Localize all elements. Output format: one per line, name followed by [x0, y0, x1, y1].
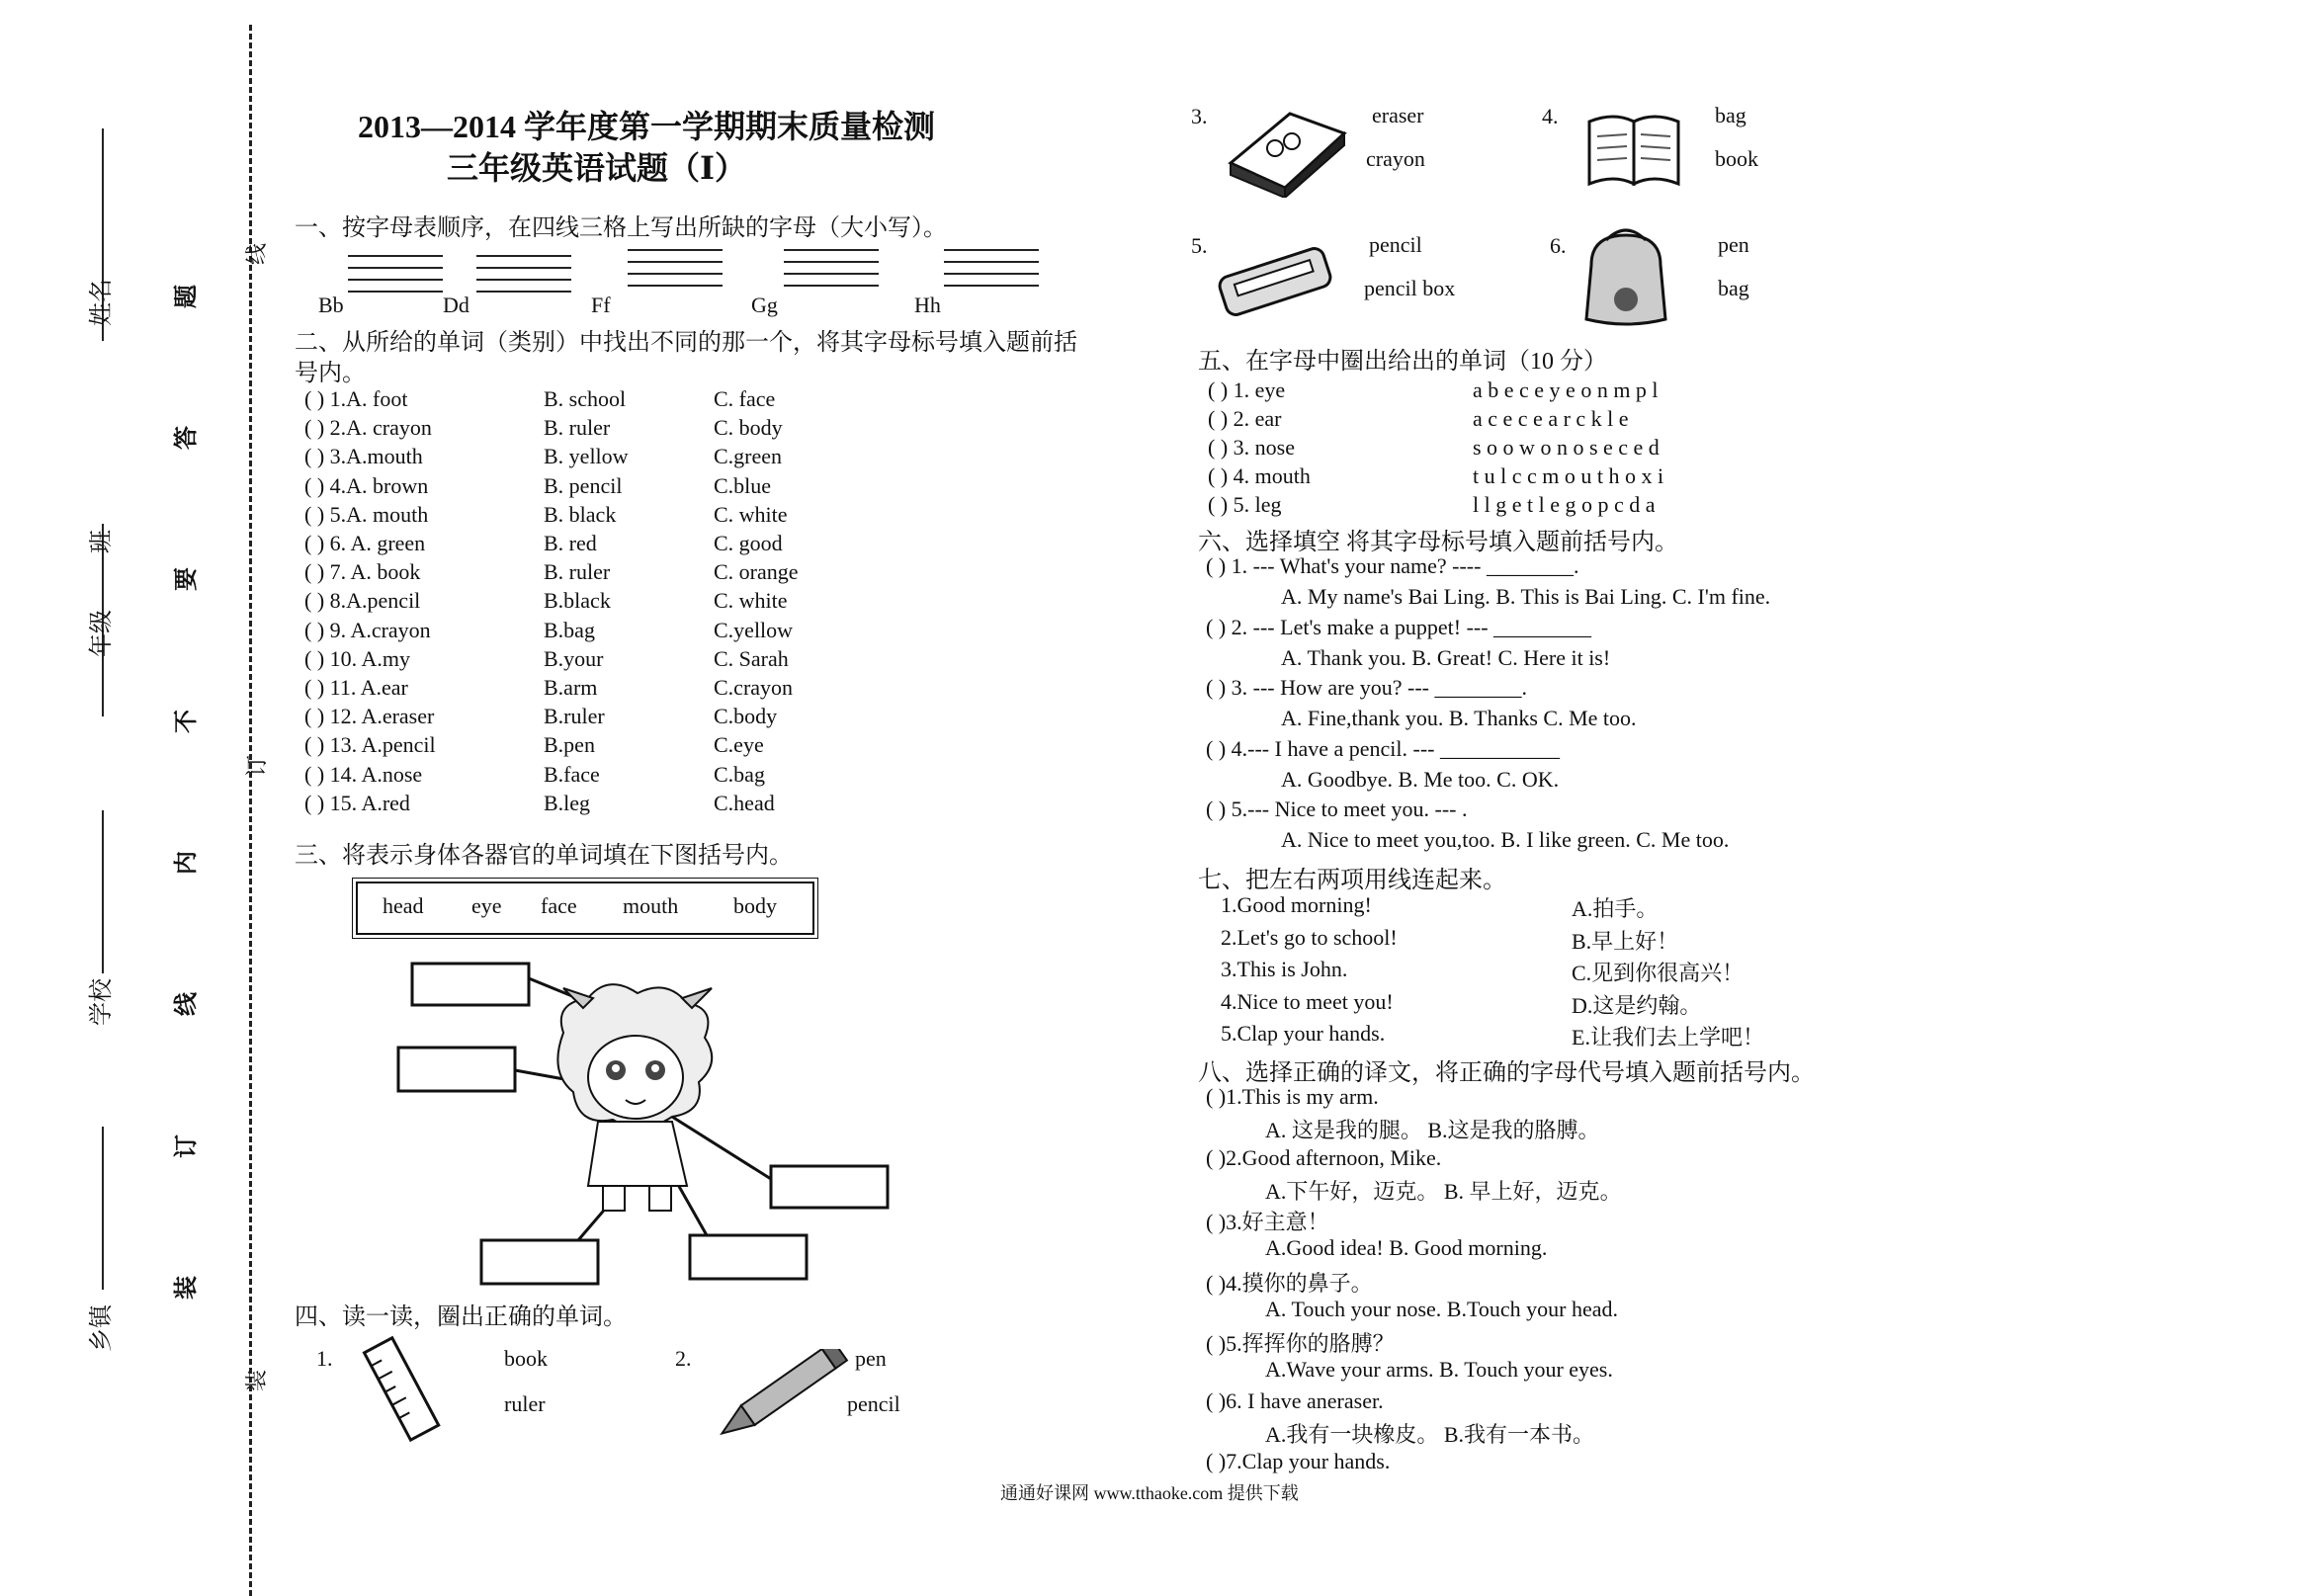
question-option-a: ( ) 1.A. foot [304, 386, 408, 411]
question-option-c: C. good [714, 531, 783, 555]
match-right-item[interactable]: A.拍手。 [1572, 896, 1659, 921]
word-bank-item: mouth [623, 893, 679, 918]
question-option-c: C.crayon [714, 675, 794, 700]
word-choice[interactable]: pencil box [1364, 276, 1456, 300]
dialogue-question: ( ) 1. --- What's your name? ---- ________. [1206, 553, 1579, 578]
item-number: 2. [675, 1346, 692, 1371]
question-option-a: ( ) 7. A. book [304, 559, 421, 585]
item-number: 4. [1542, 104, 1559, 128]
cut-label: 装 [244, 1369, 269, 1391]
translation-question: ( )3.好主意！ [1206, 1210, 1329, 1234]
question-option-c: C.yellow [714, 617, 794, 642]
pencil-icon [702, 1349, 860, 1438]
word-search-question: ( ) 5. leg [1208, 492, 1282, 517]
translation-question: ( )6. I have aneraser. [1206, 1387, 1384, 1413]
dialogue-question: ( ) 3. --- How are you? --- ________. [1206, 675, 1528, 700]
word-choice[interactable]: pencil [1369, 232, 1422, 257]
word-bank-item: face [541, 893, 577, 918]
question-option-b: B. yellow [544, 444, 629, 469]
question-option-c: C. body [714, 415, 783, 441]
match-left-item[interactable]: 1.Good morning! [1221, 892, 1372, 917]
exam-subtitle: 三年级英语试题（Ⅰ） [447, 150, 746, 186]
notice-char: 订 [174, 1134, 200, 1158]
question-option-a: ( ) 4.A. brown [304, 472, 429, 498]
word-choice[interactable]: book [504, 1346, 548, 1371]
exam-title: 2013—2014 学年度第一学期期末质量检测 [358, 109, 936, 144]
notice-char: 内 [174, 851, 200, 875]
label-class: 班 [89, 530, 115, 553]
question-option-a: ( ) 2.A. crayon [304, 415, 432, 441]
question-option-b: B.bag [544, 617, 595, 642]
dialogue-options: A. Fine,thank you. B. Thanks C. Me too. [1281, 706, 1637, 730]
label-name: 姓名 [89, 279, 115, 326]
translation-question: ( )5.挥挥你的胳膊？ [1206, 1331, 1395, 1356]
question-option-a: ( ) 9. A.crayon [304, 617, 431, 642]
match-right-item[interactable]: C.见到你很高兴！ [1572, 961, 1745, 985]
footer-source: 通通好课网 www.tthaoke.com 提供下载 [1000, 1483, 1299, 1503]
question-option-c: C.head [714, 790, 775, 815]
question-option-a: ( ) 11. A.ear [304, 675, 408, 700]
question-option-c: C. white [714, 501, 788, 527]
question-option-c: C. Sarah [714, 645, 789, 671]
section-2-heading-cont: 号内。 [295, 361, 366, 386]
section-6-heading: 六、选择填空 将其字母标号填入题前括号内。 [1198, 530, 1678, 555]
question-option-c: C. face [714, 386, 776, 411]
translation-options: A.Good idea! B. Good morning. [1265, 1235, 1548, 1260]
notice-char: 线 [174, 992, 200, 1016]
question-option-b: B. red [544, 531, 597, 555]
word-bank-box [356, 882, 814, 935]
word-choice[interactable]: pen [855, 1346, 887, 1371]
question-option-b: B.black [544, 588, 611, 614]
question-option-b: B.arm [544, 675, 598, 700]
question-option-c: C. white [714, 588, 788, 614]
letter-given: Bb [318, 293, 344, 317]
match-right-item[interactable]: E.让我们去上学吧！ [1572, 1025, 1764, 1050]
writing-lines [348, 255, 443, 300]
section-7-heading: 七、把左右两项用线连起来。 [1198, 868, 1506, 893]
writing-lines [784, 249, 879, 294]
translation-options: A. Touch your nose. B.Touch your head. [1265, 1296, 1619, 1321]
translation-options: A.我有一块橡皮。 B.我有一本书。 [1265, 1421, 1595, 1447]
letter-given: Ff [591, 293, 611, 317]
word-choice[interactable]: pen [1718, 232, 1749, 257]
cut-label: 订 [244, 754, 269, 777]
section-5-heading: 五、在字母中圈出给出的单词（10 分） [1198, 349, 1607, 375]
letter-grid: t u l c c m o u t h o x i [1473, 463, 1664, 488]
word-choice[interactable]: crayon [1366, 146, 1425, 171]
word-search-question: ( ) 3. nose [1208, 435, 1295, 460]
question-option-b: B.pen [544, 732, 595, 758]
label-school: 学校 [89, 978, 115, 1026]
word-choice[interactable]: ruler [504, 1391, 546, 1416]
letter-grid: l l g e t l e g o p c d a [1473, 492, 1656, 517]
item-number: 3. [1191, 104, 1208, 128]
dialogue-options: A. Goodbye. B. Me too. C. OK. [1281, 766, 1560, 792]
translation-options: A.Wave your arms. B. Touch your eyes. [1265, 1357, 1613, 1382]
item-number: 5. [1191, 233, 1208, 258]
item-number: 6. [1550, 233, 1567, 258]
word-bank-item: head [383, 893, 424, 918]
section-1-heading: 一、按字母表顺序，在四线三格上写出所缺的字母（大小写）。 [295, 215, 947, 241]
letter-grid: s o o w o n o s e c e d [1473, 435, 1660, 460]
question-option-c: C.blue [714, 472, 772, 498]
notice-char: 要 [174, 567, 200, 591]
section-4-heading: 四、读一读，圈出正确的单词。 [295, 1304, 627, 1330]
question-option-a: ( ) 13. A.pencil [304, 732, 436, 758]
writing-lines [628, 249, 723, 294]
dialogue-options: A. My name's Bai Ling. B. This is Bai Ling. C. I'm fine. [1281, 584, 1771, 609]
question-option-b: B.face [544, 761, 600, 787]
word-search-question: ( ) 2. ear [1208, 406, 1282, 431]
word-choice[interactable]: eraser [1372, 103, 1424, 127]
word-bank-item: body [733, 893, 777, 918]
label-grade: 年级 [89, 610, 115, 657]
dialogue-options: A. Nice to meet you,too. B. I like green. C. Me too. [1281, 827, 1730, 852]
question-option-b: B.your [544, 645, 604, 671]
item-number: 1. [316, 1346, 333, 1371]
letter-grid: a c e c e a r c k l e [1473, 406, 1629, 431]
question-option-a: ( ) 3.A.mouth [304, 444, 423, 469]
writing-lines [476, 255, 571, 300]
match-left-item[interactable]: 4.Nice to meet you! [1221, 988, 1394, 1014]
question-option-a: ( ) 15. A.red [304, 790, 410, 815]
section-3-heading: 三、将表示身体各器官的单词填在下图括号内。 [295, 843, 793, 869]
cut-label: 线 [244, 242, 269, 265]
translation-question: ( )7.Clap your hands. [1206, 1449, 1391, 1473]
match-left-item[interactable]: 3.This is John. [1221, 957, 1348, 981]
word-choice[interactable]: pencil [847, 1391, 900, 1416]
translation-question: ( )2.Good afternoon, Mike. [1206, 1144, 1442, 1170]
question-option-a: ( ) 5.A. mouth [304, 501, 429, 527]
match-left-item[interactable]: 5.Clap your hands. [1221, 1021, 1386, 1046]
eraser-icon [1221, 104, 1349, 198]
question-option-b: B. pencil [544, 472, 623, 498]
translation-options: A. 这是我的腿。 B.这是我的胳膊。 [1265, 1118, 1600, 1142]
question-option-b: B. school [544, 386, 627, 411]
translation-options: A.下午好，迈克。 B. 早上好，迈克。 [1265, 1178, 1622, 1204]
letter-given: Gg [751, 293, 778, 317]
word-choice[interactable]: bag [1715, 103, 1746, 127]
question-option-b: B. ruler [544, 559, 611, 585]
word-search-question: ( ) 4. mouth [1208, 463, 1311, 488]
book-icon [1579, 107, 1688, 191]
match-right-item[interactable]: D.这是约翰。 [1572, 992, 1702, 1018]
translation-question: ( )4.摸你的鼻子。 [1206, 1270, 1373, 1296]
notice-char: 题 [174, 285, 200, 308]
question-option-c: C.eye [714, 732, 764, 758]
letter-given: Dd [443, 293, 469, 317]
town-field-line [102, 1127, 104, 1290]
translation-question: ( )1.This is my arm. [1206, 1084, 1379, 1109]
question-option-b: B. ruler [544, 415, 611, 441]
dialogue-options: A. Thank you. B. Great! C. Here it is! [1281, 644, 1611, 670]
section-8-heading: 八、选择正确的译文，将正确的字母代号填入题前括号内。 [1198, 1060, 1815, 1086]
question-option-a: ( ) 8.A.pencil [304, 588, 421, 614]
bag-icon [1572, 225, 1680, 334]
letter-grid: a b e c e y e o n m p l [1473, 378, 1659, 402]
question-option-c: C. orange [714, 559, 799, 585]
match-right-item[interactable]: B.早上好！ [1572, 928, 1679, 954]
question-option-a: ( ) 12. A.eraser [304, 704, 435, 729]
question-option-a: ( ) 6. A. green [304, 531, 426, 555]
dialogue-question: ( ) 5.--- Nice to meet you. --- . [1206, 797, 1468, 821]
letter-given: Hh [914, 293, 941, 317]
lamb-illustration [390, 954, 904, 1295]
word-choice[interactable]: bag [1718, 276, 1749, 300]
word-bank-item: eye [471, 893, 502, 918]
label-town: 乡镇 [89, 1304, 115, 1352]
word-choice[interactable]: book [1715, 146, 1758, 171]
school-field-line [102, 810, 104, 973]
question-option-a: ( ) 10. A.my [304, 645, 410, 671]
writing-lines [944, 249, 1039, 294]
question-option-a: ( ) 14. A.nose [304, 761, 423, 787]
notice-char: 不 [174, 710, 200, 733]
pencil-box-icon [1211, 237, 1339, 326]
question-option-b: B. black [544, 501, 617, 527]
section-2-heading: 二、从所给的单词（类别）中找出不同的那一个，将其字母标号填入题前括 [295, 330, 1077, 356]
dialogue-question: ( ) 2. --- Let's make a puppet! --- _________ [1206, 614, 1592, 639]
question-option-b: B.ruler [544, 704, 605, 729]
notice-char: 答 [174, 426, 200, 450]
word-search-question: ( ) 1. eye [1208, 378, 1286, 402]
ruler-icon [356, 1334, 450, 1443]
notice-char: 装 [174, 1276, 200, 1300]
question-option-c: C.green [714, 444, 783, 469]
match-left-item[interactable]: 2.Let's go to school! [1221, 924, 1398, 950]
question-option-c: C.body [714, 704, 778, 729]
question-option-c: C.bag [714, 761, 765, 787]
question-option-b: B.leg [544, 790, 591, 815]
dialogue-question: ( ) 4.--- I have a pencil. --- ___________ [1206, 735, 1560, 761]
